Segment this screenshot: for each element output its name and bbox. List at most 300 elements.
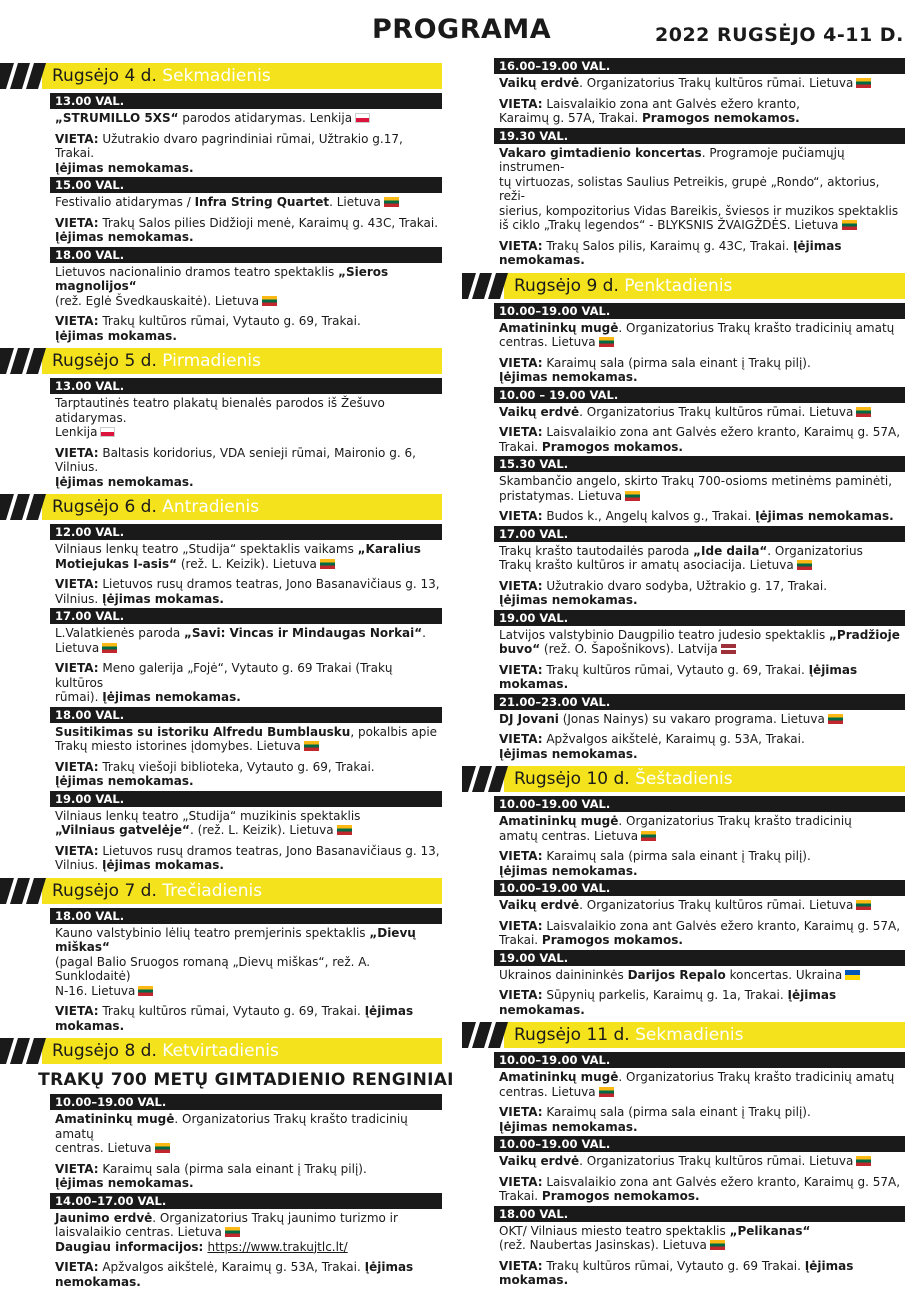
text: . Organizatorius Trakų kultūros rūmai. Lietuva xyxy=(579,405,853,419)
bold-text: Daugiau informacijos: xyxy=(55,1240,207,1254)
page-title: PROGRAMA xyxy=(372,14,551,45)
event-venue xyxy=(494,419,905,456)
text: OKT/ Vilniaus miesto teatro spektaklis xyxy=(499,1224,730,1238)
bold-text: Įėjimas nemokamas. xyxy=(102,690,241,704)
day-weekday: Penktadienis xyxy=(624,276,732,296)
text: Baltasis koridorius, VDA senieji rūmai, Maironio g. 6, Vilnius. xyxy=(55,446,416,475)
event-description xyxy=(494,1222,905,1253)
text: Kauno valstybinio lėlių teatro premjerinis spektaklis xyxy=(55,926,369,940)
day-date: Rugsėjo 6 d. xyxy=(52,497,157,517)
event-venue xyxy=(494,1169,905,1206)
text: Lietuvos rusų dramos teatras, Jono Basanavičiaus g. 13, xyxy=(102,844,439,858)
text: Laisvalaikio zona ant Galvės ežero kranto, Karaimų g. 57A, xyxy=(546,919,900,933)
venue-label: VIETA: xyxy=(55,216,99,230)
venue-label: VIETA: xyxy=(499,1175,543,1189)
flag-lt-icon xyxy=(225,1227,240,1237)
day-weekday: Pirmadienis xyxy=(162,351,261,371)
day-label xyxy=(52,66,271,86)
event-venue xyxy=(494,913,905,950)
event-description xyxy=(50,109,442,126)
text: Trakų kultūros rūmai, Vytauto g. 69, Trakai. xyxy=(102,1004,364,1018)
event-time: 15.00 VAL. xyxy=(50,177,442,193)
event-description xyxy=(494,812,905,843)
info-link[interactable]: https://www.trakujtlc.lt/ xyxy=(207,1240,347,1254)
flag-lt-icon xyxy=(384,197,399,207)
event-venue xyxy=(50,1254,442,1291)
text: Užutrakio dvaro sodyba, Užtrakio g. 17, Trakai. xyxy=(546,579,827,593)
venue-label: VIETA: xyxy=(499,425,543,439)
text: . Organizatorius Trakų krašto tradicinių xyxy=(618,814,851,828)
flag-lt-icon xyxy=(599,337,614,347)
stripes-icon xyxy=(0,878,46,904)
event-description xyxy=(50,624,442,655)
day-header xyxy=(0,878,462,904)
bold-text: Pramogos mokamos. xyxy=(542,440,683,454)
bold-text: Įėjimas nemokamas. xyxy=(55,230,194,244)
event-item xyxy=(50,707,442,791)
event-item xyxy=(50,791,442,875)
event-venue xyxy=(494,91,905,128)
bold-text: Įėjimas nemokamas. xyxy=(55,1260,413,1289)
event-time: 10.00–19.00 VAL. xyxy=(494,1136,905,1152)
day-header xyxy=(0,1038,462,1064)
text: Karaimų sala (pirma sala einant į Trakų pilį). xyxy=(102,1162,366,1176)
event-item xyxy=(494,1052,905,1136)
day-label xyxy=(514,1025,744,1045)
bold-text: Darijos Repalo xyxy=(628,968,726,982)
bold-text: Įėjimas nemokamas. xyxy=(55,1176,194,1190)
flag-lt-icon xyxy=(625,491,640,501)
event-item xyxy=(50,93,442,177)
bold-text: Įėjimas mokamas. xyxy=(55,329,177,343)
flag-pl-icon xyxy=(100,427,115,437)
text: . Programoje pučiamųjų instrumen- xyxy=(499,146,845,175)
text: Vilniaus lenkų teatro „Studija“ muzikinis spektaklis xyxy=(55,809,360,823)
event-venue xyxy=(50,308,442,345)
bold-text: „Sieros magnolijos“ xyxy=(55,265,388,294)
bold-text: Infra String Quartet xyxy=(195,195,330,209)
venue-label: VIETA: xyxy=(55,577,99,591)
text: Skambančio angelo, skirto Trakų 700-osioms metinėms paminėti, xyxy=(499,474,892,488)
event-item xyxy=(494,610,905,694)
event-venue xyxy=(494,657,905,694)
stripes-icon xyxy=(0,63,46,89)
event-time: 10.00 – 19.00 VAL. xyxy=(494,387,905,403)
event-time: 17.00 VAL. xyxy=(50,608,442,624)
event-description xyxy=(50,540,442,571)
event-description xyxy=(494,626,905,657)
text: centras. Lietuva xyxy=(55,1141,152,1155)
bold-text: Įėjimas nemokamas. xyxy=(499,988,836,1017)
event-description xyxy=(494,1068,905,1099)
stripes-icon xyxy=(0,348,46,374)
event-time: 19.00 VAL. xyxy=(494,950,905,966)
text: amatų centras. Lietuva xyxy=(499,829,638,843)
event-venue xyxy=(494,726,905,763)
event-description xyxy=(50,924,442,999)
event-time: 18.00 VAL. xyxy=(494,1206,905,1222)
text: . Organizatorius Trakų kultūros rūmai. Lietuva xyxy=(579,898,853,912)
text: . Organizatorius Trakų krašto tradicinių amatų xyxy=(618,1070,894,1084)
event-item xyxy=(50,247,442,346)
bold-text: Pramogos nemokamos. xyxy=(642,111,800,125)
event-item xyxy=(50,1193,442,1291)
event-time: 18.00 VAL. xyxy=(50,247,442,263)
flag-lt-icon xyxy=(856,78,871,88)
text: , pokalbis apie xyxy=(350,725,437,739)
flag-lt-icon xyxy=(262,296,277,306)
text: centras. Lietuva xyxy=(499,335,596,349)
day-date: Rugsėjo 11 d. xyxy=(514,1025,630,1045)
event-time: 13.00 VAL. xyxy=(50,93,442,109)
event-time: 16.00–19.00 VAL. xyxy=(494,58,905,74)
text: Trakų krašto tautodailės paroda xyxy=(499,544,693,558)
event-time: 21.00–23.00 VAL. xyxy=(494,694,905,710)
event-item xyxy=(50,378,442,491)
stripes-icon xyxy=(462,1022,508,1048)
flag-lt-icon xyxy=(102,643,117,653)
flag-lt-icon xyxy=(337,825,352,835)
event-item xyxy=(494,303,905,387)
text: Lietuvos nacionalinio dramos teatro spektaklis xyxy=(55,265,338,279)
event-venue xyxy=(494,843,905,880)
program-column-right xyxy=(462,58,905,1290)
bold-text: Pramogos nemokamos. xyxy=(542,1189,700,1203)
event-description xyxy=(494,966,905,983)
event-item xyxy=(50,908,442,1036)
text: . Lietuva xyxy=(329,195,381,209)
flag-lt-icon xyxy=(320,559,335,569)
event-item xyxy=(494,128,905,270)
event-item xyxy=(50,524,442,608)
event-item xyxy=(494,456,905,526)
event-item xyxy=(494,526,905,610)
festival-dates: 2022 RUGSĖJO 4-11 D. xyxy=(655,24,904,46)
bold-text: Įėjimas mokamas. xyxy=(499,1259,853,1288)
stripes-icon xyxy=(462,766,508,792)
event-description xyxy=(50,263,442,309)
event-venue xyxy=(494,503,905,526)
text: (rež. O. Šapošnikovs). Latvija xyxy=(540,642,718,656)
program-column-left xyxy=(0,60,462,1291)
venue-label: VIETA: xyxy=(499,919,543,933)
text: Vilnius. xyxy=(55,592,102,606)
text: sierius, kompozitorius Vidas Bareikis, šviesos ir muzikos spektaklis xyxy=(499,204,898,218)
event-description xyxy=(494,896,905,913)
text: Karaimų sala (pirma sala einant į Trakų pilį). xyxy=(546,1105,810,1119)
day-header xyxy=(0,348,462,374)
text: Budos k., Angelų kalvos g., Trakai. xyxy=(546,509,755,523)
text: Laisvalaikio zona ant Galvės ežero kranto, xyxy=(546,97,800,111)
bold-text: Įėjimas mokamas. xyxy=(499,663,857,692)
flag-lt-icon xyxy=(155,1143,170,1153)
event-venue xyxy=(494,233,905,270)
event-time: 14.00–17.00 VAL. xyxy=(50,1193,442,1209)
event-venue xyxy=(50,440,442,492)
event-description xyxy=(494,542,905,573)
day-date: Rugsėjo 5 d. xyxy=(52,351,157,371)
event-description xyxy=(494,144,905,233)
flag-lt-icon xyxy=(842,220,857,230)
event-venue xyxy=(494,573,905,610)
event-description xyxy=(494,74,905,91)
venue-label: VIETA: xyxy=(55,1162,99,1176)
text: koncertas. Ukraina xyxy=(726,968,842,982)
event-venue xyxy=(50,1156,442,1193)
day-date: Rugsėjo 8 d. xyxy=(52,1041,157,1061)
venue-label: VIETA: xyxy=(55,760,99,774)
text: Lenkija xyxy=(55,425,97,439)
text: (Jonas Nainys) su vakaro programa. Lietuva xyxy=(559,712,825,726)
text: Trakų viešoji biblioteka, Vytauto g. 69, Trakai. xyxy=(102,760,374,774)
bold-text: buvo“ xyxy=(499,642,540,656)
flag-lt-icon xyxy=(856,407,871,417)
day-header xyxy=(0,63,462,89)
event-item xyxy=(494,387,905,457)
bold-text: Įėjimas nemokamas. xyxy=(499,864,638,878)
bold-text: „Pelikanas“ xyxy=(730,1224,811,1238)
venue-label: VIETA: xyxy=(55,844,99,858)
bold-text: Įėjimas nemokamas. xyxy=(755,509,894,523)
event-item xyxy=(494,58,905,128)
bold-text: „Karalius xyxy=(358,542,421,556)
venue-label: VIETA: xyxy=(499,663,543,677)
text: Trakų Salos pilis, Karaimų g. 43C, Trakai. xyxy=(546,239,793,253)
event-time: 19.00 VAL. xyxy=(494,610,905,626)
day-weekday: Šeštadienis xyxy=(635,769,733,789)
bold-text: Vakaro gimtadienio koncertas xyxy=(499,146,702,160)
bold-text: Įėjimas nemokamas. xyxy=(55,161,194,175)
bold-text: Įėjimas mokamas. xyxy=(102,858,224,872)
event-time: 10.00–19.00 VAL. xyxy=(494,796,905,812)
event-time: 10.00–19.00 VAL. xyxy=(494,303,905,319)
event-description xyxy=(50,1209,442,1255)
section-subtitle: TRAKŲ 700 METŲ GIMTADIENIO RENGINIAI xyxy=(30,1070,462,1090)
event-item xyxy=(494,1206,905,1290)
bold-text: „Vilniaus gatvelėje“ xyxy=(55,823,190,837)
day-header xyxy=(0,494,462,520)
text: Trakų Salos pilies Didžioji menė, Karaimų g. 43C, Trakai. xyxy=(102,216,438,230)
event-venue xyxy=(50,126,442,178)
event-item xyxy=(494,880,905,950)
day-date: Rugsėjo 10 d. xyxy=(514,769,630,789)
bold-text: Amatininkų mugė xyxy=(499,321,618,335)
text: Karaimų sala (pirma sala einant į Trakų pilį). xyxy=(546,849,810,863)
venue-label: VIETA: xyxy=(499,849,543,863)
event-time: 18.00 VAL. xyxy=(50,908,442,924)
venue-label: VIETA: xyxy=(499,732,543,746)
venue-label: VIETA: xyxy=(55,1004,99,1018)
text: . (rež. L. Keizik). Lietuva xyxy=(190,823,334,837)
text: Tarptautinės teatro plakatų bienalės parodos iš Žešuvo atidarymas. xyxy=(55,396,385,425)
bold-text: Įėjimas nemokamas. xyxy=(499,239,842,268)
text: Laisvalaikio zona ant Galvės ežero kranto, Karaimų g. 57A, xyxy=(546,1175,900,1189)
venue-label: VIETA: xyxy=(55,661,99,675)
event-description xyxy=(494,1152,905,1169)
text: L.Valatkienės paroda xyxy=(55,626,184,640)
bold-text: Vaikų erdvė xyxy=(499,76,579,90)
event-description xyxy=(494,403,905,420)
bold-text: Įėjimas nemokamas. xyxy=(499,747,638,761)
event-time: 10.00–19.00 VAL. xyxy=(50,1094,442,1110)
text: Latvijos valstybinio Daugpilio teatro judesio spektaklis xyxy=(499,628,829,642)
text: rūmai). xyxy=(55,690,102,704)
text: Laisvalaikio zona ant Galvės ežero kranto, Karaimų g. 57A, xyxy=(546,425,900,439)
bold-text: Įėjimas mokamas. xyxy=(102,592,224,606)
bold-text: „Savi: Vincas ir Mindaugas Norkai“ xyxy=(184,626,422,640)
text: centras. Lietuva xyxy=(499,1085,596,1099)
text: (rež. L. Keizik). Lietuva xyxy=(177,557,317,571)
event-item xyxy=(50,177,442,247)
text: . Organizatorius Trakų jaunimo turizmo ir xyxy=(152,1211,398,1225)
venue-label: VIETA: xyxy=(55,446,99,460)
text: (pagal Balio Sruogos romaną „Dievų miškas“, rež. A. Sunklodaitė) xyxy=(55,955,370,984)
text: Trakų kultūros rūmai, Vytauto g. 69 Trakai. xyxy=(546,1259,804,1273)
event-item xyxy=(494,1136,905,1206)
flag-lt-icon xyxy=(641,831,656,841)
bold-text: Susitikimas su istoriku Alfredu Bumblausku xyxy=(55,725,350,739)
event-venue xyxy=(494,350,905,387)
event-venue xyxy=(494,1253,905,1290)
venue-label: VIETA: xyxy=(499,988,543,1002)
venue-label: VIETA: xyxy=(499,356,543,370)
day-label xyxy=(52,497,259,517)
bold-text: Motiejukas I-asis“ xyxy=(55,557,177,571)
text: . Organizatorius Trakų kultūros rūmai. Lietuva xyxy=(579,76,853,90)
day-label xyxy=(52,1041,279,1061)
bold-text: Įėjimas nemokamas. xyxy=(499,370,638,384)
flag-lt-icon xyxy=(797,560,812,570)
bold-text: „Ide daila“ xyxy=(693,544,767,558)
day-header xyxy=(462,1022,905,1048)
text: . xyxy=(422,626,426,640)
text: . Organizatorius xyxy=(767,544,863,558)
bold-text: Vaikų erdvė xyxy=(499,405,579,419)
day-weekday: Trečiadienis xyxy=(162,881,262,901)
text: Vilniaus lenkų teatro „Studija“ spektaklis vaikams xyxy=(55,542,358,556)
text: N-16. Lietuva xyxy=(55,984,135,998)
text: Trakai. xyxy=(499,933,542,947)
text: (rež. Eglė Švedkauskaitė). Lietuva xyxy=(55,294,259,308)
day-label xyxy=(52,881,262,901)
venue-label: VIETA: xyxy=(55,132,99,146)
flag-pl-icon xyxy=(355,113,370,123)
flag-lt-icon xyxy=(710,1240,725,1250)
event-venue xyxy=(50,571,442,608)
event-time: 17.00 VAL. xyxy=(494,526,905,542)
flag-lt-icon xyxy=(856,1156,871,1166)
event-time: 10.00–19.00 VAL. xyxy=(494,880,905,896)
day-header xyxy=(462,766,905,792)
event-description xyxy=(494,710,905,727)
day-date: Rugsėjo 7 d. xyxy=(52,881,157,901)
day-label xyxy=(514,276,732,296)
text: (rež. Naubertas Jasinskas). Lietuva xyxy=(499,1238,707,1252)
event-venue xyxy=(494,982,905,1019)
event-description xyxy=(50,193,442,210)
event-time: 15.30 VAL. xyxy=(494,456,905,472)
venue-label: VIETA: xyxy=(499,579,543,593)
text: Meno galerija „Fojė“, Vytauto g. 69 Trakai (Trakų kultūros xyxy=(55,661,393,690)
day-weekday: Ketvirtadienis xyxy=(162,1041,279,1061)
event-description xyxy=(50,1110,442,1156)
bold-text: Įėjimas mokamas. xyxy=(55,1004,413,1033)
text: Vilnius. xyxy=(55,858,102,872)
event-item xyxy=(494,796,905,880)
event-description xyxy=(50,394,442,440)
text: Apžvalgos aikštelė, Karaimų g. 53A, Trakai. xyxy=(546,732,804,746)
flag-lv-icon xyxy=(721,644,736,654)
event-venue xyxy=(50,655,442,707)
text: . Organizatorius Trakų krašto tradicinių amatų xyxy=(55,1112,408,1141)
event-item xyxy=(494,950,905,1020)
bold-text: DJ Jovani xyxy=(499,712,559,726)
bold-text: Įėjimas nemokamas. xyxy=(499,593,638,607)
bold-text: Jaunimo erdvė xyxy=(55,1211,152,1225)
text: tų virtuozas, solistas Saulius Petreikis, grupė „Rondo“, aktorius, reži- xyxy=(499,175,879,204)
text: Lietuva xyxy=(55,641,99,655)
venue-label: VIETA: xyxy=(55,1260,99,1274)
flag-lt-icon xyxy=(856,900,871,910)
text: laisvalaikio centras. Lietuva xyxy=(55,1225,222,1239)
venue-label: VIETA: xyxy=(499,1259,543,1273)
event-item xyxy=(50,608,442,707)
stripes-icon xyxy=(462,273,508,299)
event-item xyxy=(50,1094,442,1193)
event-description xyxy=(494,472,905,503)
bold-text: „STRUMILLO 5XS“ xyxy=(55,111,178,125)
text: parodos atidarymas. Lenkija xyxy=(178,111,352,125)
bold-text: „Dievų miškas“ xyxy=(55,926,416,955)
text: Karaimų sala (pirma sala einant į Trakų pilį). xyxy=(546,356,810,370)
day-header xyxy=(462,273,905,299)
venue-label: VIETA: xyxy=(499,239,543,253)
bold-text: Pramogos mokamos. xyxy=(542,933,683,947)
text: pristatymas. Lietuva xyxy=(499,489,622,503)
event-description xyxy=(50,807,442,838)
flag-lt-icon xyxy=(599,1087,614,1097)
text: Trakų kultūros rūmai, Vytauto g. 69, Trakai. xyxy=(102,314,360,328)
text: Trakai. xyxy=(499,440,542,454)
bold-text: Vaikų erdvė xyxy=(499,1154,579,1168)
event-venue xyxy=(50,998,442,1035)
venue-label: VIETA: xyxy=(499,1105,543,1119)
text: . Organizatorius Trakų kultūros rūmai. Lietuva xyxy=(579,1154,853,1168)
day-label xyxy=(52,351,261,371)
flag-ua-icon xyxy=(845,970,860,980)
flag-lt-icon xyxy=(138,986,153,996)
venue-label: VIETA: xyxy=(499,97,543,111)
bold-text: Amatininkų mugė xyxy=(499,1070,618,1084)
venue-label: VIETA: xyxy=(499,509,543,523)
stripes-icon xyxy=(0,1038,46,1064)
event-venue xyxy=(50,210,442,247)
text: Apžvalgos aikštelė, Karaimų g. 53A, Trakai. xyxy=(102,1260,364,1274)
stripes-icon xyxy=(0,494,46,520)
venue-label: VIETA: xyxy=(55,314,99,328)
bold-text: Įėjimas nemokamas. xyxy=(55,475,194,489)
day-label xyxy=(514,769,733,789)
day-weekday: Antradienis xyxy=(162,497,259,517)
text: Karaimų g. 57A, Trakai. xyxy=(499,111,642,125)
bold-text: Įėjimas nemokamas. xyxy=(55,774,194,788)
bold-text: Įėjimas nemokamas. xyxy=(499,1120,638,1134)
event-description xyxy=(50,723,442,754)
text: Užutrakio dvaro pagrindiniai rūmai, Užtrakio g.17, Trakai. xyxy=(55,132,403,161)
text: Trakų krašto kultūros ir amatų asociacija. Lietuva xyxy=(499,558,794,572)
event-time: 19.30 VAL. xyxy=(494,128,905,144)
text: Trakų miesto istorines įdomybes. Lietuva xyxy=(55,739,301,753)
